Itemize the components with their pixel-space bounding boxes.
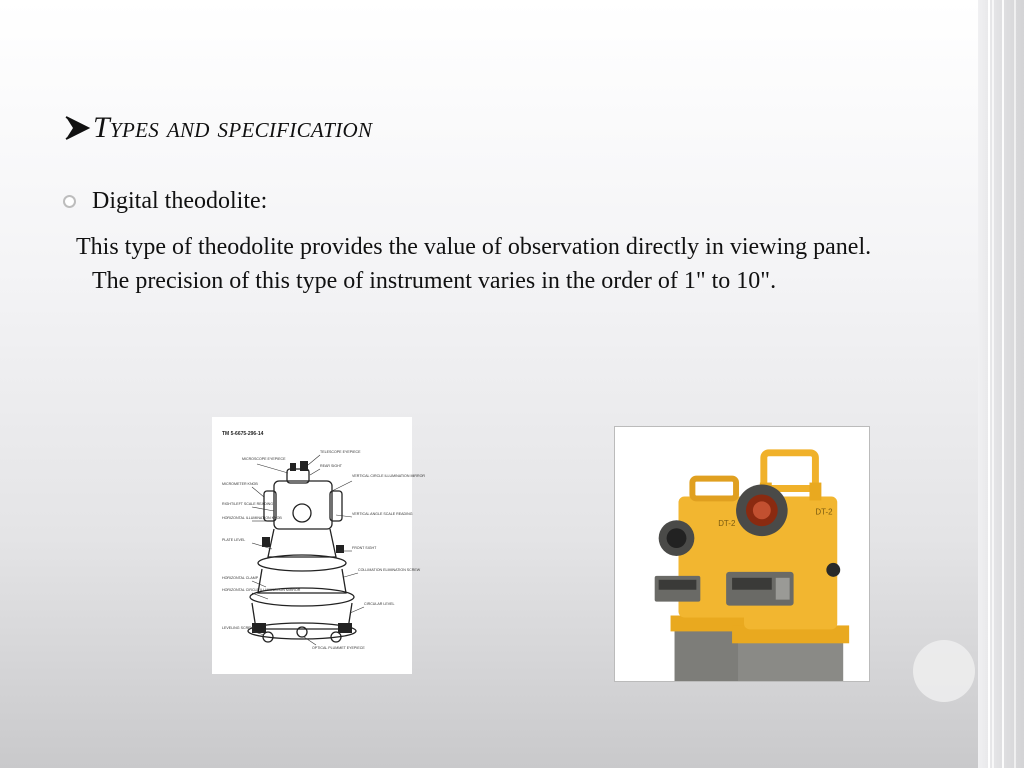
- instrument-model-mark: DT-2: [815, 507, 833, 517]
- theodolite-diagram-image: [212, 417, 426, 674]
- instrument-model-mark: DT-2: [718, 519, 736, 529]
- diagram-label: FRONT SIGHT: [352, 546, 377, 550]
- diagram-label: LEVELING SCREW: [222, 626, 254, 630]
- bullet-item: [63, 188, 267, 215]
- diagram-label: TELESCOPE EYEPIECE: [320, 450, 361, 454]
- right-edge-decoration: [978, 0, 1024, 768]
- diagram-label: VERTICAL CIRCLE ILLUMINATION MIRROR: [352, 474, 426, 478]
- bullet-text: Digital theodolite:: [92, 188, 268, 214]
- diagram-label: HORIZONTAL CLAMP: [222, 576, 259, 580]
- circle-bullet-icon: [63, 195, 76, 208]
- diagram-caption: TM 5-6675-296-14: [222, 431, 264, 437]
- diagram-label: HORIZONTAL ILLUMINATION KNOB: [222, 516, 282, 520]
- diagram-label: MICROSCOPE EYEPIECE: [242, 457, 286, 461]
- diagram-label: PLATE LEVEL: [222, 538, 246, 542]
- digital-theodolite-photo: [614, 426, 870, 682]
- diagram-label: HORIZONTAL CIRCLE ILLUMINATION MIRROR: [222, 588, 301, 592]
- diagram-label: RIGHT/LEFT SCALE READING: [222, 502, 274, 506]
- decorative-circle: [913, 640, 975, 702]
- slide-title: [63, 108, 372, 148]
- arrowhead-bullet-icon: [63, 114, 91, 142]
- description-paragraph: This type of theodolite provides the value of observation directly in viewing panel. The precision of this type of instrument varies in the order of 1" to 10".: [76, 234, 872, 294]
- slide-title-text: Types and specification: [93, 111, 373, 144]
- diagram-label: OPTICAL PLUMMET EYEPIECE: [312, 646, 365, 650]
- diagram-label: REAR SIGHT: [320, 464, 342, 468]
- diagram-label: COLLIMATION ELIMINATION SCREW: [358, 568, 421, 572]
- diagram-label: MICROMETER KNOB: [222, 482, 258, 486]
- diagram-label: VERTICAL ANGLE SCALE READING: [352, 512, 413, 516]
- diagram-label: CIRCULAR LEVEL: [364, 602, 395, 606]
